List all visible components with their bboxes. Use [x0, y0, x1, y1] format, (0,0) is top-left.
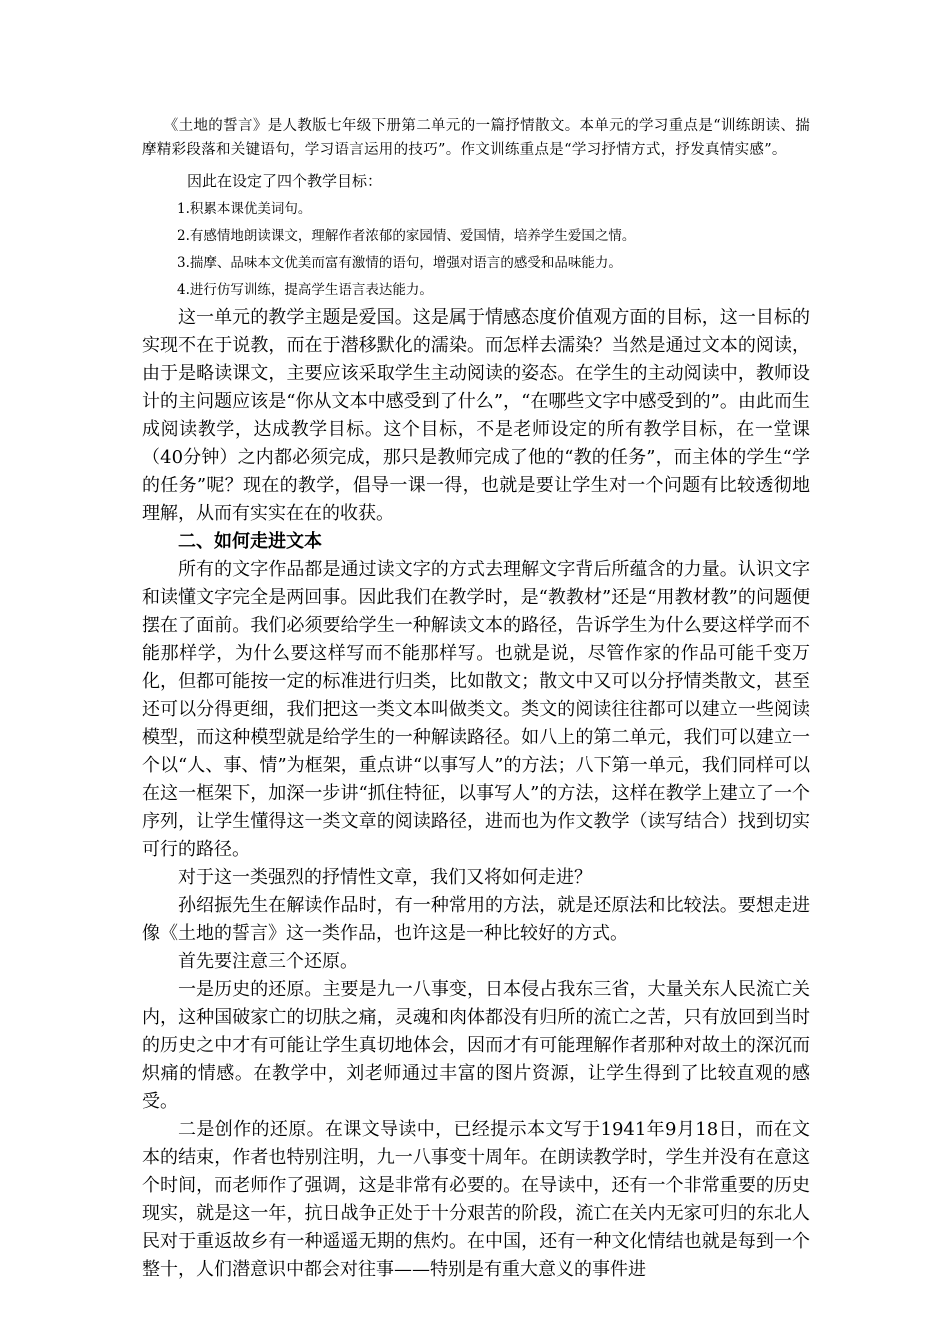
- list-item: 3.揣摩、品味本文优美而富有激情的语句，增强对语言的感受和品味能力。: [177, 255, 622, 271]
- goals-list: [142, 196, 810, 304]
- section-heading: 二、如何走进文本: [178, 531, 322, 552]
- text-paragraph: 所有的文字作品都是通过读文字的方式去理解文字背后所蕴含的力量。认识文字和读懂文字完全是两回事。因此我们在教学时，是“教教材”还是“用教材教”的问题便摆在了面前。我们必须要给学生一种解读文本的路径，告诉学生为什么要这样学而不能那样学，为什么要这样写而不能那样写。也就是说，尽管作家的作品可能千变万化，但都可能按一定的标准进行归类，比如散文；散文中又可以分抒情类散文，甚至还可以分得更细，我们把这一类文本叫做类文。类文的阅读往往都可以建立一些阅读模型，而这种模型就是给学生的一种解读路径。如八上的第二单元，我们可以建立一个以“人、事、情”为框架，重点讲“以事写人”的方法；八下第一单元，我们同样可以在这一框架下，加深一步讲“抓住特征，以事写人”的方法，这样在教学上建立了一个序列，让学生懂得这一类文章的阅读路径，进而也为作文教学（读写结合）找到切实可行的路径。: [142, 559, 810, 860]
- list-item: 2.有感情地朗读课文，理解作者浓郁的家园情、爱国情，培养学生爱国之情。: [177, 228, 636, 244]
- history-paragraph: 一是历史的还原。主要是九一八事变，日本侵占我东三省，大量关东人民流亡关内，这种国破家亡的切肤之痛，灵魂和肉体都没有归所的流亡之苦，只有放回到当时的历史之中才有可能让学生真切地体会，因而才有可能理解作者那种对故土的深沉而炽痛的情感。在教学中，刘老师通过丰富的图片资源，让学生得到了比较直观的感受。: [142, 979, 810, 1112]
- list-item: 1.积累本课优美词句。: [177, 201, 312, 217]
- intro-paragraph: 《土地的誓言》是人教版七年级下册第二单元的一篇抒情散文。本单元的学习重点是“训练朗读、揣摩精彩段落和关键语句，学习语言运用的技巧”。作文训练重点是“学习抒情方式，抒发真情实感”。: [142, 118, 810, 158]
- first-paragraph: 首先要注意三个还原。: [178, 951, 358, 972]
- creation-paragraph: 二是创作的还原。在课文导读中，已经提示本文写于1941年9月18日，而在文本的结束，作者也特别注明，九一八事变十周年。在朗读教学时，学生并没有在意这个时间，而老师作了强调，这是非常有必要的。在导读中，还有一个非常重要的历史现实，就是这一年，抗日战争正处于十分艰苦的阶段，流亡在关内无家可归的东北人民对于重返故乡有一种遥遥无期的焦灼。在中国，还有一种文化情结也就是每到一个整十，人们潜意识中都会对往事——特别是有重大意义的事件进: [142, 1119, 810, 1280]
- method-paragraph: 孙绍振先生在解读作品时，有一种常用的方法，就是还原法和比较法。要想走进像《土地的誓言》这一类作品，也许这是一种比较好的方式。: [142, 895, 810, 944]
- question-paragraph: 对于这一类强烈的抒情性文章，我们又将如何走进？: [178, 867, 592, 888]
- document-page: [142, 114, 810, 1284]
- theme-paragraph: 这一单元的教学主题是爱国。这是属于情感态度价值观方面的目标，这一目标的实现不在于说教，而在于潜移默化的濡染。而怎样去濡染？当然是通过文本的阅读，由于是略读课文，主要应该采取学生主动阅读的姿态。在学生的主动阅读中，教师设计的主问题应该是“你从文本中感受到了什么”，“在哪些文字中感受到的”。由此而生成阅读教学，达成教学目标。这个目标，不是老师设定的所有教学目标，在一堂课（40分钟）之内都必须完成，那只是教师完成了他的“教的任务”，而主体的学生“学的任务”呢？现在的教学，倡导一课一得，也就是要让学生对一个问题有比较透彻地理解，从而有实实在在的收获。: [142, 307, 810, 524]
- list-item: 4.进行仿写训练，提高学生语言表达能力。: [177, 282, 433, 298]
- goals-lead: 因此在设定了四个教学目标：: [187, 172, 383, 190]
